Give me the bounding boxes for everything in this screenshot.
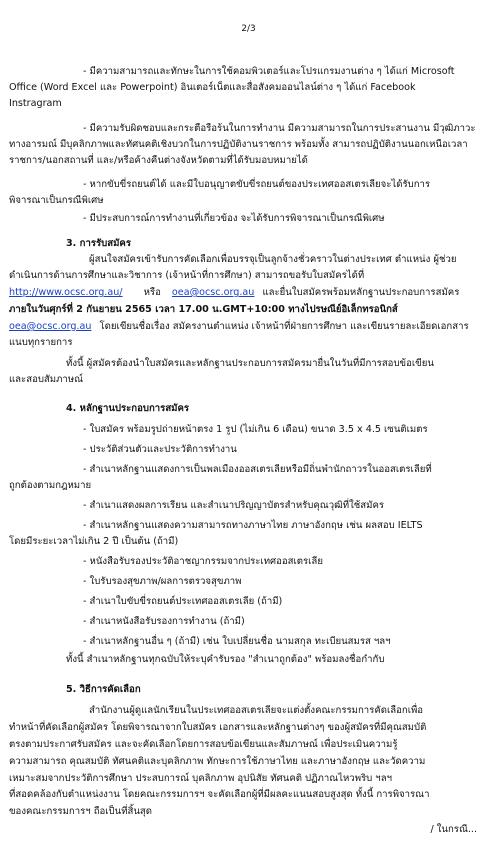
document-item-other: - สำเนาหลักฐานอื่น ๆ (ถ้ามี) เช่น ใบเปลี่ยนชื่อ นามสกุล ทะเบียนสมรส ฯลฯ <box>83 636 391 647</box>
document-item-resume: - ประวัติส่วนตัวและประวัติการทำงาน <box>83 444 237 455</box>
document-item-driver-licence: - สำเนาใบขับขี่รถยนต์ประเทศออสเตรเลีย (ถ้ามี) <box>83 596 283 607</box>
or-word: หรือ <box>143 287 161 298</box>
document-item-citizenship-line-1: - สำเนาหลักฐานแสดงการเป็นพลเมืองออสเตรเลียหรือมีถิ่นพำนักถาวรในออสเตรเลียที่ <box>83 464 432 475</box>
section-3-line-end: แนบทุกรายการ <box>9 337 73 348</box>
document-item-application: - ใบสมัคร พร้อมรูปถ่ายหน้าตรง 1 รูป (ไม่เกิน 6 เดือน) ขนาด 3.5 x 4.5 เซนติเมตร <box>83 424 428 435</box>
section-3-after-email-2: โดยเขียนชื่อเรื่อง สมัครงานตำแหน่ง เจ้าหน้าที่ฝ่ายการศึกษา และเขียนรายละเอียดเอกสาร <box>99 321 469 332</box>
section-5-line-6: ที่สอดคล้องกับตำแหน่งงาน โดยคณะกรรมการฯ จะคัดเลือกผู้ที่มีผลคะแนนสอบสูงสุด ทั้งนี้ การพิจารณา <box>9 789 430 800</box>
section-4-heading: 4. หลักฐานประกอบการสมัคร <box>66 403 190 414</box>
section-3-after-email: และยื่นใบสมัครพร้อมหลักฐานประกอบการสมัคร <box>262 287 460 298</box>
document-item-transcript: - สำเนาแสดงผลการเรียน และสำเนาปริญญาบัตรสำหรับคุณวุฒิที่ใช้สมัคร <box>83 500 385 511</box>
section-3-paragraph-1-line-2: ดำเนินการด้านการศึกษาและวิชาการ (เจ้าหน้าที่การศึกษา) สามารถขอรับใบสมัครได้ที่ <box>9 270 365 281</box>
document-item-citizenship-line-2: ถูกต้องตามกฎหมาย <box>9 480 92 491</box>
qualification-experience: - มีประสบการณ์การทำงานที่เกี่ยวข้อง จะได้รับการพิจารณาเป็นกรณีพิเศษ <box>83 213 385 224</box>
continued-marker: / ในกรณี... <box>430 824 477 835</box>
document-item-language-line-1: - สำเนาหลักฐานแสดงความสามารถทางภาษาไทย ภาษาอังกฤษ เช่น ผลสอบ IELTS <box>83 520 423 531</box>
section-5-line-3: ตรงตามประกาศรับสมัคร และจะคัดเลือกโดยการสอบข้อเขียนและสัมภาษณ์ เพื่อประเมินความรู้ <box>9 739 398 750</box>
qualification-attitude-line-2: ทางอารมณ์ มีบุคลิกภาพและทัศนคติเชิงบวกในการปฏิบัติงานราชการ พร้อมทั้ง สามารถปฏิบัติงานนอกเหนือเวลา <box>9 139 468 150</box>
section-4-note: ทั้งนี้ สำเนาหลักฐานทุกฉบับให้ระบุคำรับรอง "สำเนาถูกต้อง" พร้อมลงชื่อกำกับ <box>66 654 385 665</box>
qualification-computer-skill-line-1: - มีความสามารถและทักษะในการใช้คอมพิวเตอร์และโปรแกรมงานต่าง ๆ ได้แก่ Microsoft <box>83 66 455 77</box>
section-5-line-5: เหมาะสมจากประวัติการศึกษา ประสบการณ์ บุคลิกภาพ อุปนิสัย ทัศนคติ ปฏิภาณไหวพริบ ฯลฯ <box>9 773 392 784</box>
section-5-line-1: สำนักงานผู้ดูแลนักเรียนในประเทศออสเตรเลียจะแต่งตั้งคณะกรรมการคัดเลือกเพื่อ <box>89 705 424 716</box>
qualification-computer-skill-line-3: Instragram <box>9 98 62 109</box>
section-5-line-2: ทำหน้าที่คัดเลือกผู้สมัคร โดยพิจารณาจากใบสมัคร เอกสารและหลักฐานต่างๆ ของผู้สมัครที่มีคุณสมบัติ <box>9 722 427 733</box>
ocsc-website-link[interactable]: http://www.ocsc.org.au/ <box>9 287 123 298</box>
document-item-employment-certificate: - สำเนาหนังสือรับรองการทำงาน (ถ้ามี) <box>83 616 245 627</box>
section-3-heading: 3. การรับสมัคร <box>66 238 132 249</box>
document-item-language-line-2: โดยมีระยะเวลาไม่เกิน 2 ปี เป็นต้น (ถ้ามี) <box>9 536 179 547</box>
section-5-line-7: ของคณะกรรมการฯ ถือเป็นที่สิ้นสุด <box>9 806 153 817</box>
oea-email-link-2[interactable]: oea@ocsc.org.au <box>9 321 92 332</box>
qualification-computer-skill-line-2: Office (Word Excel และ Powerpoint) อินเตอร์เน็ตและสื่อสังคมออนไลน์ต่าง ๆ ได้แก่ Facebook <box>9 82 416 93</box>
section-3-url-line <box>9 285 459 301</box>
section-3-paragraph-1-line-1: ผู้สนใจสมัครเข้ารับการคัดเลือกเพื่อบรรจุเป็นลูกจ้างชั่วคราวในต่างประเทศ ตำแหน่ง ผู้ช่วย <box>89 254 457 265</box>
document-item-health-certificate: - ใบรับรองสุขภาพ/ผลการตรวจสุขภาพ <box>83 576 242 587</box>
section-3-paragraph-2-line-1: ทั้งนี้ ผู้สมัครต้องนำใบสมัครและหลักฐานประกอบการสมัครมายื่นในวันที่มีการสอบข้อเขียน <box>66 358 434 369</box>
qualification-driving-line-1: - หากขับขี่รถยนต์ได้ และมีใบอนุญาตขับขี่รถยนต์ของประเทศออสเตรเลียจะได้รับการ <box>83 179 431 190</box>
application-deadline: ภายในวันศุกร์ที่ 2 กันยายน 2565 เวลา 17.00 น.GMT+10:00 ทางไปรษณีย์อิเล็กทรอนิกส์ <box>9 304 398 315</box>
oea-email-link[interactable]: oea@ocsc.org.au <box>171 287 255 298</box>
section-5-line-4: ความสามารถ คุณสมบัติ ทัศนคติและบุคลิกภาพ ทักษะการใช้ภาษาไทย และภาษาอังกฤษ และวัดความ <box>9 756 426 767</box>
section-3-paragraph-2-line-2: และสอบสัมภาษณ์ <box>9 374 84 385</box>
qualification-attitude-line-3: ราชการ/นอกสถานที่ และ/หรือค้างคืนต่างจังหวัดตามที่ได้รับมอบหมายได้ <box>9 155 308 166</box>
section-5-heading: 5. วิธีการคัดเลือก <box>66 684 141 695</box>
page-number: 2/3 <box>241 24 256 34</box>
qualification-attitude-line-1: - มีความรับผิดชอบและกระตือรือร้นในการทำงาน มีความสามารถในการประสานงาน มีวุฒิภาวะ <box>83 123 476 134</box>
section-3-email-line <box>9 319 469 335</box>
document-item-police-check: - หนังสือรับรองประวัติอาชญากรรมจากประเทศออสเตรเลีย <box>83 556 323 567</box>
qualification-driving-line-2: พิจารณาเป็นกรณีพิเศษ <box>9 195 104 206</box>
